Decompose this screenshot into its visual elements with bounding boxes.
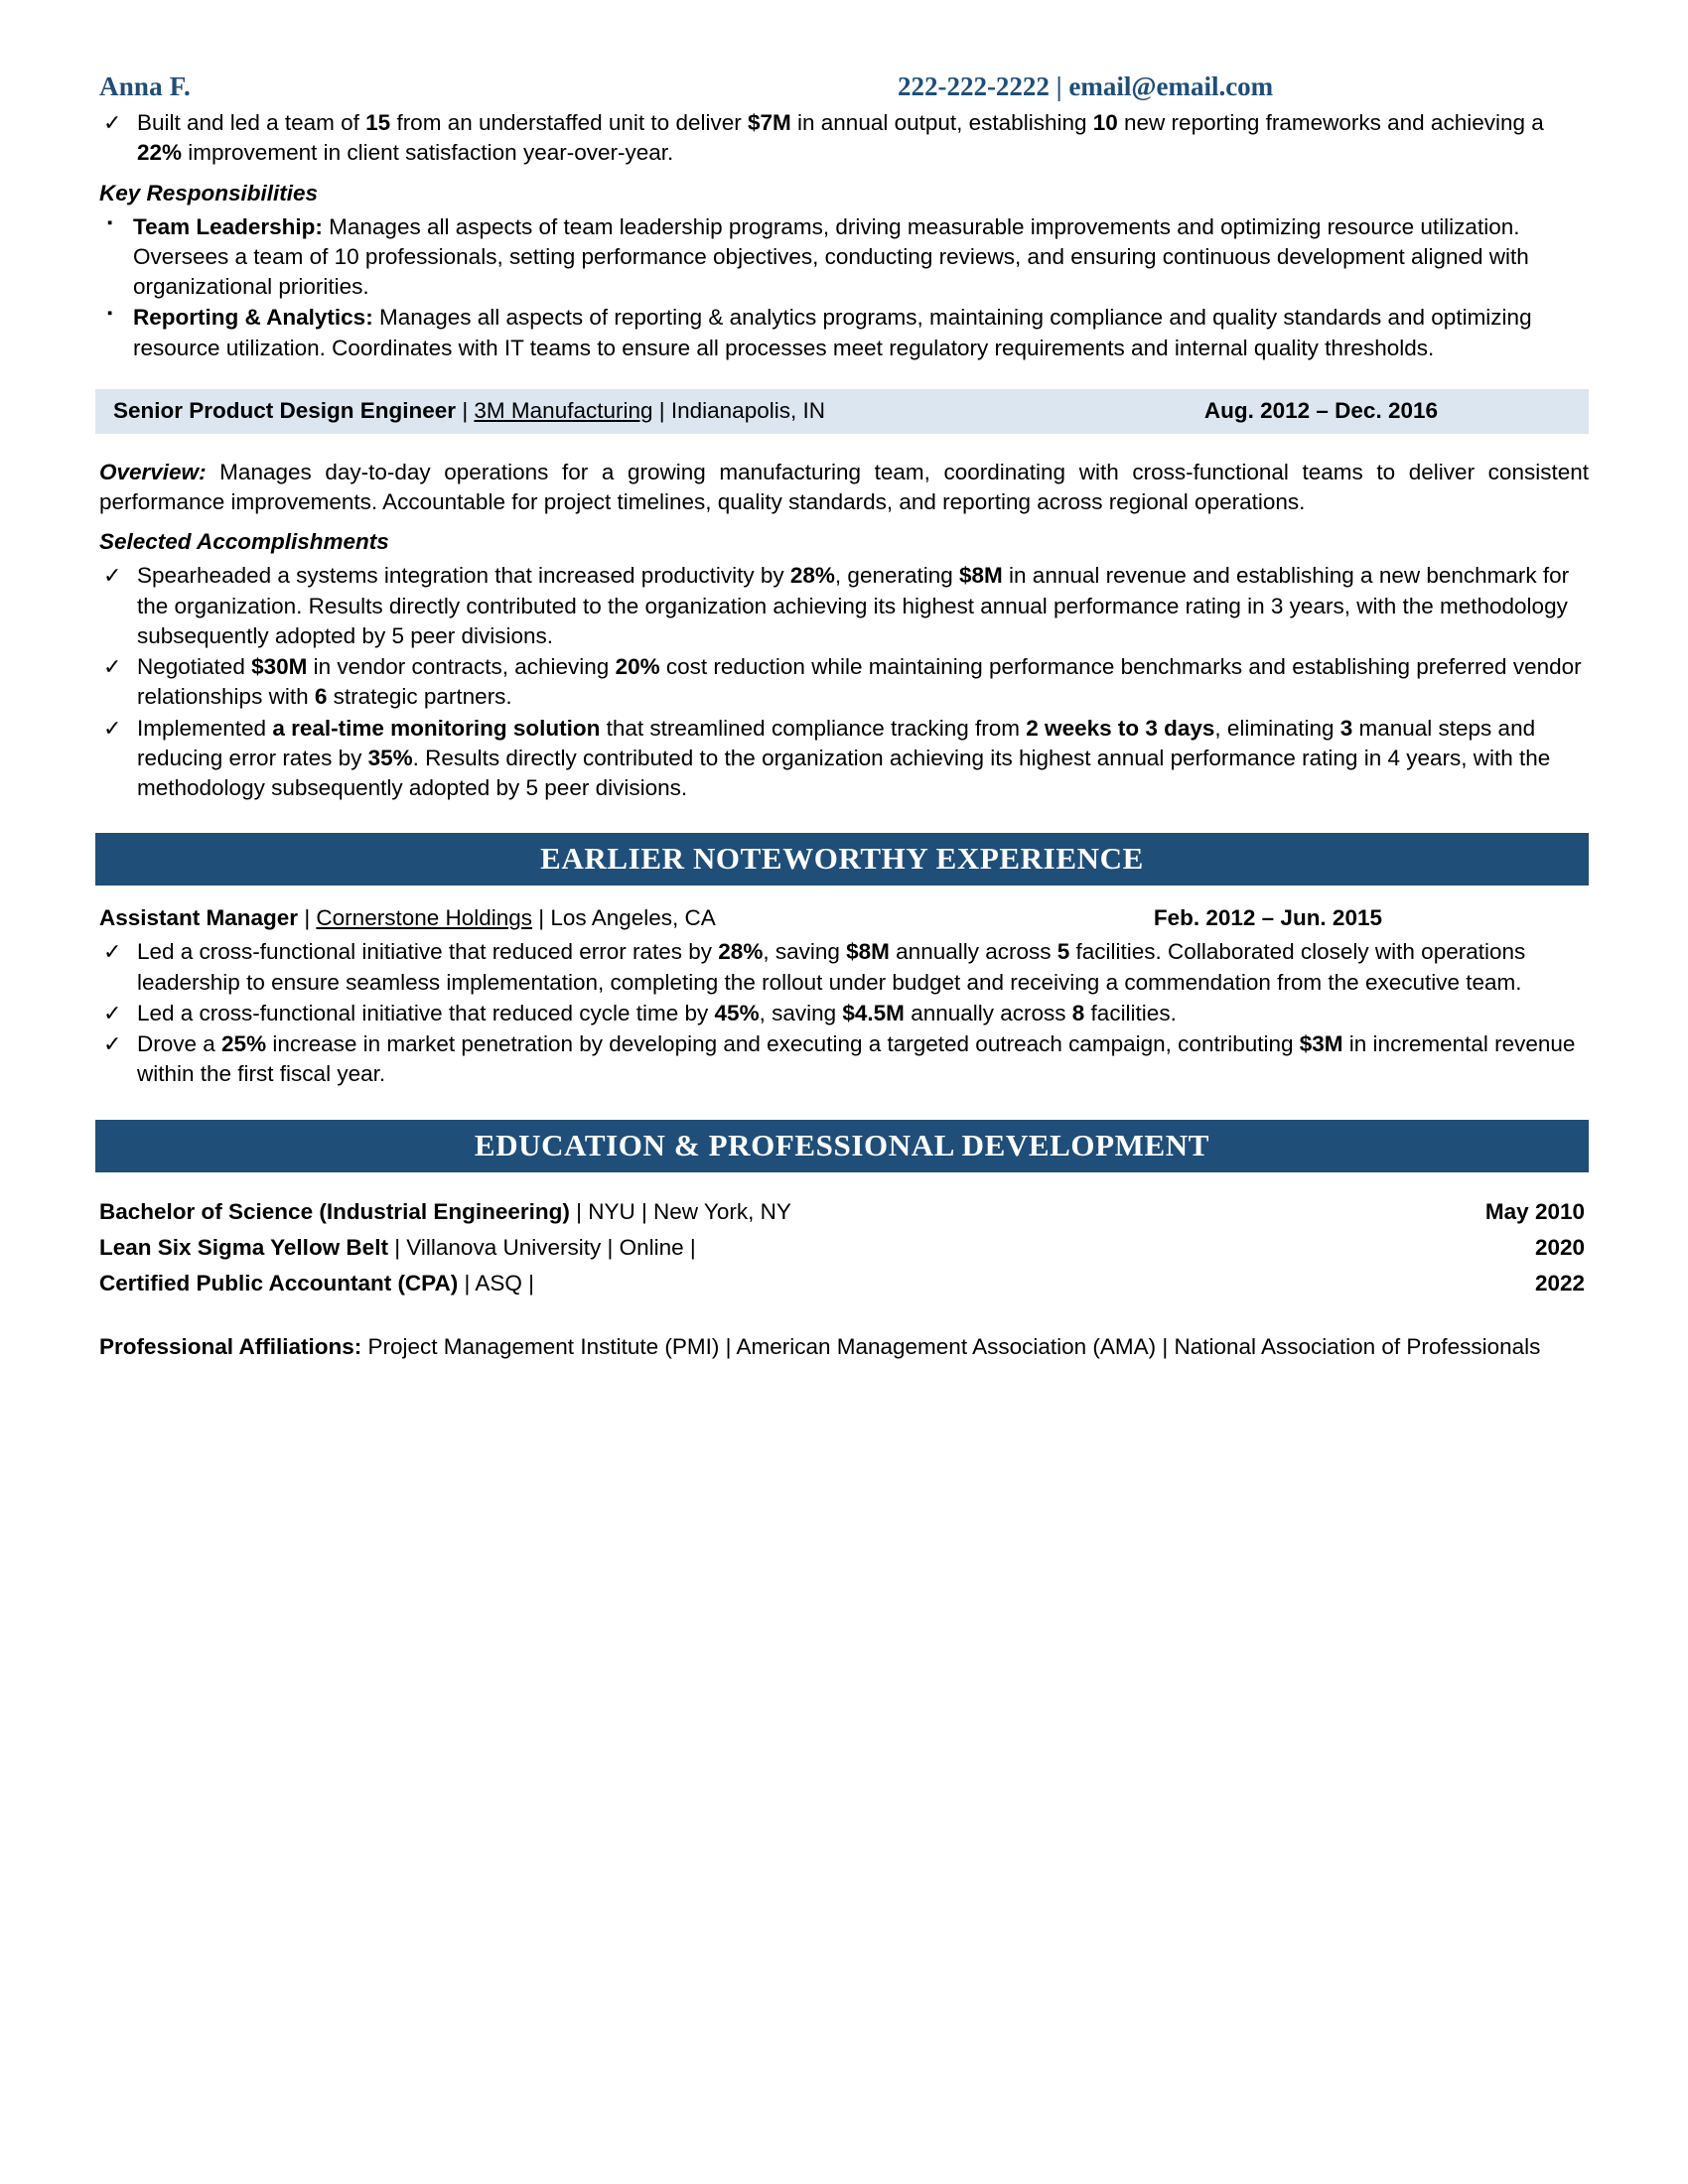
body-text: from an understaffed unit to deliver <box>390 110 748 135</box>
affiliations-label: Professional Affiliations: <box>99 1333 362 1359</box>
check-icon: ✓ <box>103 1031 122 1056</box>
education-date: 2020 <box>1534 1234 1585 1260</box>
body-text: cost reduction while maintaining performance benchmarks and establishing preferred vendor relationships with <box>137 654 1582 710</box>
education-institution: | ASQ | <box>458 1271 534 1297</box>
emphasis-text: $30M <box>251 654 308 679</box>
emphasis-text: $8M <box>959 563 1003 589</box>
emphasis-text: 45% <box>714 1000 760 1025</box>
square-bullet-icon: ▪ <box>107 213 113 231</box>
body-text: in incremental revenue within the first fiscal year. <box>137 1031 1576 1087</box>
affiliations-text: Project Management Institute (PMI) | American Management Association (AMA) | National Association of Professionals <box>361 1333 1541 1359</box>
list-item <box>95 212 1589 303</box>
emphasis-text: $4.5M <box>842 1000 905 1025</box>
earlier-job-dates: Feb. 2012 – Jun. 2015 <box>1153 905 1382 931</box>
body-text: , saving <box>759 1000 843 1025</box>
body-text: manual steps and reducing error rates by <box>137 715 1536 770</box>
education-degree: Bachelor of Science (Industrial Engineering) <box>99 1198 570 1224</box>
education-rows <box>99 1194 1589 1302</box>
earlier-job-sep-2: | <box>532 905 551 931</box>
body-text: , eliminating <box>1214 715 1340 741</box>
professional-affiliations <box>99 1332 1589 1362</box>
body-text: annually across <box>889 939 1057 965</box>
job-heading-text <box>113 398 825 424</box>
earlier-job-title: Assistant Manager <box>99 905 299 931</box>
education-entry-text <box>99 1194 791 1230</box>
overview-paragraph <box>99 458 1589 518</box>
list-item <box>95 652 1589 713</box>
earlier-job-location: Los Angeles, CA <box>550 905 716 931</box>
education-row <box>99 1266 1589 1301</box>
emphasis-text: 28% <box>789 563 835 589</box>
body-text: improvement in client satisfaction year-over-year. <box>182 140 674 166</box>
earlier-job-heading-text <box>99 905 716 931</box>
job-company: 3M Manufacturing <box>474 397 653 423</box>
body-text: , generating <box>834 563 960 589</box>
body-text: facilities. <box>1084 1000 1177 1025</box>
emphasis-text: Reporting & Analytics: <box>133 305 373 331</box>
resume-header <box>95 71 1589 102</box>
selected-accomplishments-list <box>95 561 1589 803</box>
job-sep-2: | <box>652 397 671 423</box>
key-responsibilities-list <box>95 212 1589 363</box>
check-icon: ✓ <box>103 110 122 135</box>
list-item <box>95 937 1589 998</box>
body-text: facilities. Collaborated closely with operations leadership to ensure seamless implementation, completing the rollout under budget and receiving a commendation from the executive team. <box>137 939 1526 995</box>
emphasis-text: $8M <box>846 939 890 965</box>
education-entry-text <box>99 1230 696 1266</box>
earlier-job-sep-1: | <box>298 905 317 931</box>
education-degree: Certified Public Accountant (CPA) <box>99 1271 459 1297</box>
emphasis-text: 5 <box>1056 939 1070 965</box>
body-text: in annual revenue and establishing a new benchmark for the organization. Results directly contributed to the organization achieving its highest annual performance rating in 3 years, with the methodology subsequently adopted by 5 peer divisions. <box>137 563 1570 648</box>
body-text: increase in market penetration by developing and executing a targeted outreach campaign, contributing <box>266 1031 1300 1056</box>
list-item <box>95 999 1589 1028</box>
contact-info: 222-222-2222 | email@email.com <box>897 71 1274 101</box>
education-degree: Lean Six Sigma Yellow Belt <box>99 1234 388 1260</box>
emphasis-text: 2 weeks to 3 days <box>1026 715 1215 741</box>
body-text: Built and led a team of <box>137 110 366 135</box>
education-row <box>99 1194 1589 1230</box>
section-header-education: EDUCATION & PROFESSIONAL DEVELOPMENT <box>95 1120 1589 1172</box>
emphasis-text: 20% <box>615 654 660 679</box>
list-item <box>95 1029 1589 1090</box>
body-text: annually across <box>904 1000 1072 1025</box>
body-text: Spearheaded a systems integration that increased productivity by <box>137 563 790 589</box>
list-item <box>95 714 1589 804</box>
overview-label: Overview: <box>99 459 207 484</box>
emphasis-text: 10 <box>1092 110 1118 135</box>
emphasis-text: 22% <box>137 140 183 166</box>
check-icon: ✓ <box>103 939 122 965</box>
job-title-bar <box>95 389 1589 434</box>
emphasis-text: Team Leadership: <box>133 213 323 239</box>
check-icon: ✓ <box>103 1000 122 1025</box>
earlier-job-company: Cornerstone Holdings <box>316 905 533 931</box>
body-text: that streamlined compliance tracking from <box>600 715 1027 741</box>
section-header-earlier-experience: EARLIER NOTEWORTHY EXPERIENCE <box>95 833 1589 886</box>
emphasis-text: $3M <box>1299 1031 1343 1056</box>
candidate-name: Anna F. <box>99 71 191 101</box>
emphasis-text: 15 <box>365 110 391 135</box>
earlier-experience-list <box>95 937 1589 1089</box>
job-sep-1: | <box>456 397 475 423</box>
check-icon: ✓ <box>103 563 122 589</box>
education-date: May 2010 <box>1484 1198 1585 1224</box>
education-institution: | NYU | New York, NY <box>569 1198 791 1224</box>
key-responsibilities-heading: Key Responsibilities <box>99 180 319 205</box>
job-location: Indianapolis, IN <box>670 397 825 423</box>
body-text: Manages all aspects of team leadership programs, driving measurable improvements and optimizing resource utilization. Oversees a team of 10 professionals, setting performance objectives, conducting reviews, and ensuring continuous development aligned with organizational priorities. <box>133 213 1529 299</box>
square-bullet-icon: ▪ <box>107 305 113 323</box>
job-title: Senior Product Design Engineer <box>113 397 457 423</box>
top-accomplishment-list <box>95 108 1589 169</box>
body-text: new reporting frameworks and achieving a <box>1117 110 1544 135</box>
emphasis-text: $7M <box>747 110 791 135</box>
check-icon: ✓ <box>103 654 122 679</box>
education-institution: | Villanova University | Online | <box>387 1234 696 1260</box>
education-date: 2022 <box>1534 1271 1585 1297</box>
earlier-job-heading <box>99 905 1589 931</box>
check-icon: ✓ <box>103 715 122 741</box>
body-text: in vendor contracts, achieving <box>307 654 616 679</box>
list-item <box>95 303 1589 363</box>
body-text: Drove a <box>137 1031 222 1056</box>
emphasis-text: 6 <box>314 684 328 710</box>
body-text: . Results directly contributed to the organization achieving its highest annual performance rating in 4 years, with the methodology subsequently adopted by 5 peer divisions. <box>137 745 1551 800</box>
emphasis-text: 25% <box>221 1031 267 1056</box>
body-text: Led a cross-functional initiative that reduced error rates by <box>137 939 719 965</box>
body-text: in annual output, establishing <box>790 110 1093 135</box>
selected-accomplishments-heading: Selected Accomplishments <box>99 529 389 555</box>
emphasis-text: 35% <box>367 745 413 770</box>
overview-text: Manages day-to-day operations for a growing manufacturing team, coordinating with cross-functional teams to deliver consistent performance improvements. Accountable for project timelines, quality standards, and reporting across regional operations. <box>99 459 1589 514</box>
job-dates: Aug. 2012 – Dec. 2016 <box>1203 397 1438 423</box>
education-row <box>99 1230 1589 1266</box>
body-text: Manages all aspects of reporting & analytics programs, maintaining compliance and quality standards and optimizing resource utilization. Coordinates with IT teams to ensure all processes meet regulatory requirements and internal quality thresholds. <box>133 305 1532 360</box>
emphasis-text: 28% <box>718 939 764 965</box>
body-text: Led a cross-functional initiative that reduced cycle time by <box>137 1000 715 1025</box>
emphasis-text: 3 <box>1339 715 1353 741</box>
body-text: Implemented <box>137 715 273 741</box>
body-text: Negotiated <box>137 654 252 679</box>
emphasis-text: a real-time monitoring solution <box>272 715 601 741</box>
body-text: , saving <box>763 939 847 965</box>
list-item <box>95 108 1589 169</box>
emphasis-text: 8 <box>1071 1000 1085 1025</box>
list-item <box>95 561 1589 651</box>
body-text: strategic partners. <box>327 684 512 710</box>
education-entry-text <box>99 1266 534 1301</box>
